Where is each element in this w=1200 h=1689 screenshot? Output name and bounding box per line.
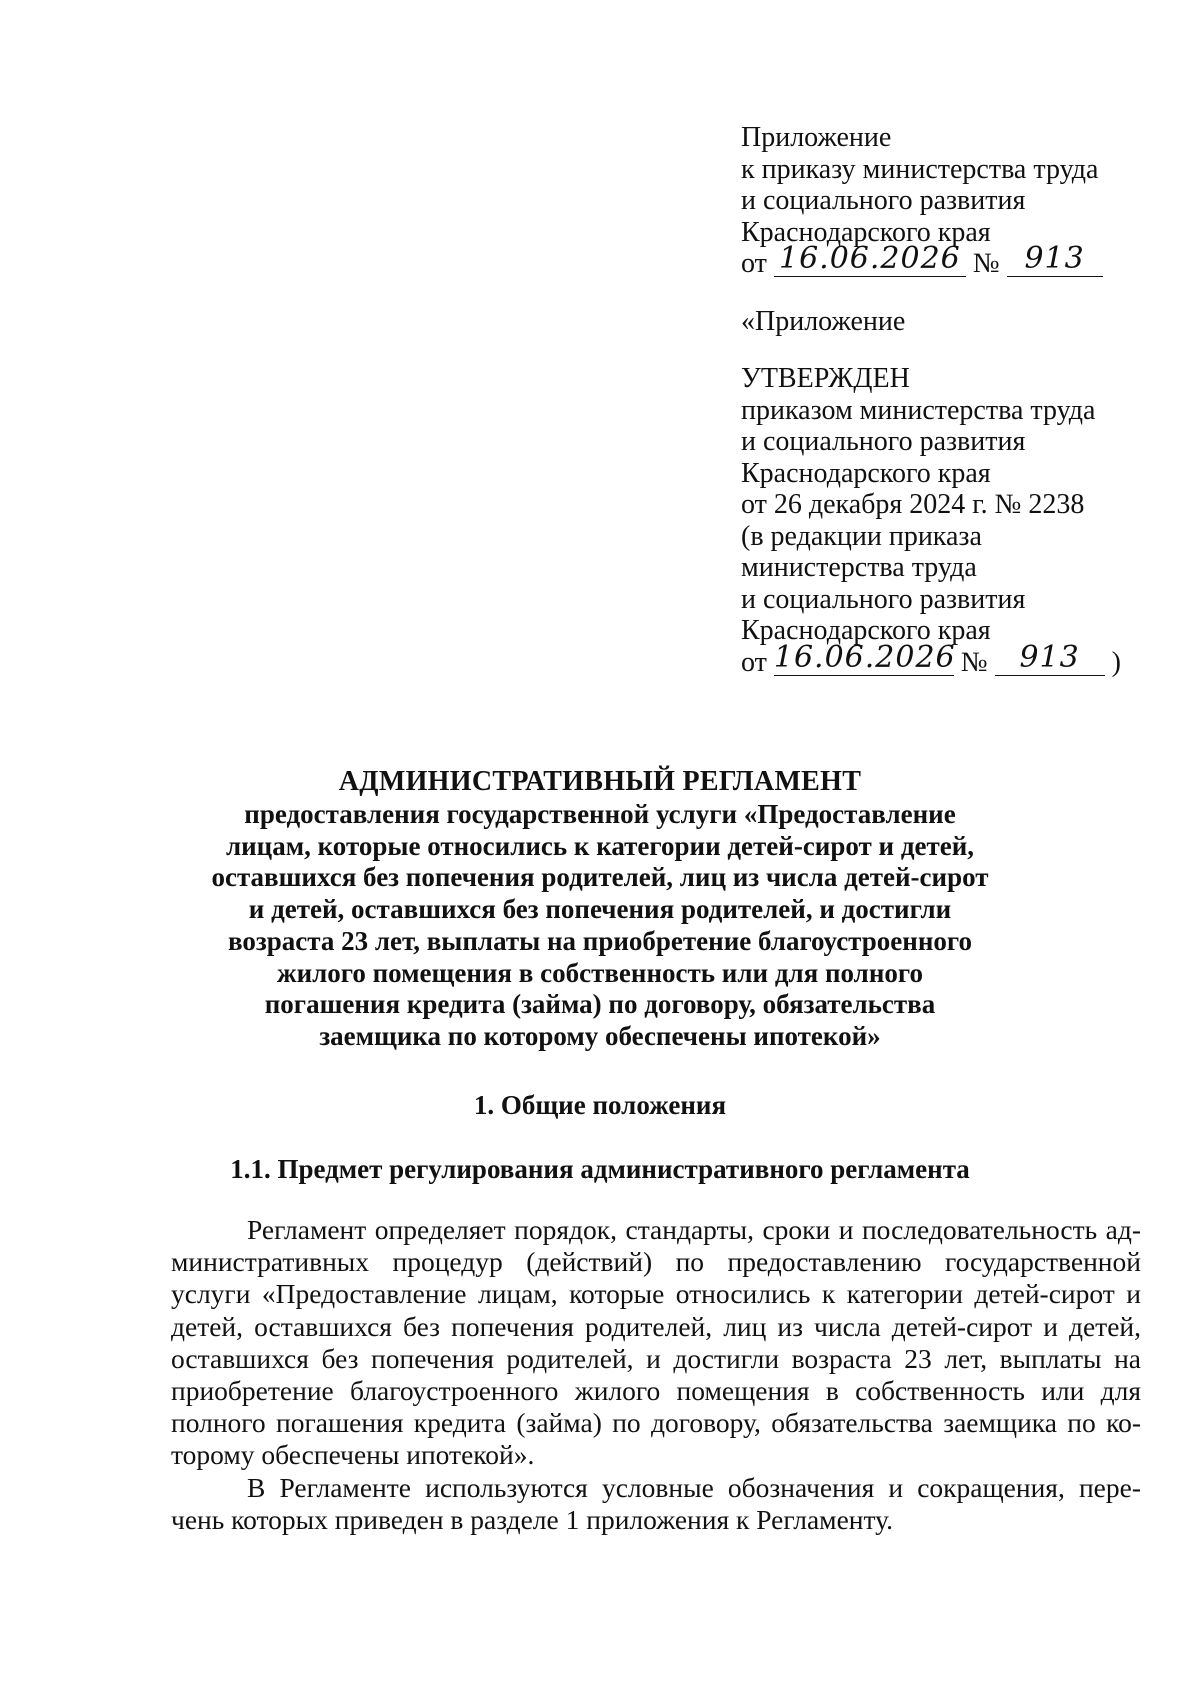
paragraph-line: Регламент определяет порядок, стандарты, сроки и последовательность ад-	[247, 1214, 1141, 1245]
number-blank	[1007, 241, 1103, 277]
approved-heading: УТВЕРЖДЕН	[741, 363, 910, 394]
section-heading-1: 1. Общие положения	[473, 1090, 727, 1120]
date-prefix: от	[741, 646, 767, 678]
annex-line: к приказу министерства труда	[741, 153, 1099, 185]
title-subtitle	[0, 799, 1200, 1053]
title-sub-line: заемщика по которому обеспечены ипотекой»	[319, 1020, 881, 1051]
approved-line: Краснодарского края	[741, 615, 991, 646]
quoted-annex-title: «Приложение	[741, 305, 906, 337]
closing-paren: )	[1111, 646, 1121, 678]
paragraph-line: В Регламенте используются условные обозначения и сокращения, пере-	[247, 1471, 1141, 1503]
paragraph-line: торому обеспечены ипотекой».	[171, 1439, 535, 1471]
body-text	[171, 1214, 1141, 1536]
title-sub-line: предоставления государственной услуги «Предоставление	[244, 799, 956, 829]
section-heading-1-1: 1.1. Предмет регулирования административного регламента	[230, 1154, 970, 1184]
paragraph-line: чень которых приведен в разделе 1 приложения к Регламенту.	[171, 1503, 894, 1535]
annex-line: Краснодарского края	[741, 216, 991, 248]
handwritten-number: 913	[1024, 241, 1085, 276]
title-main: АДМИНИСТРАТИВНЫЙ РЕГЛАМЕНТ	[338, 766, 862, 797]
paragraph-line: приобретение благоустроенного жилого помещения в собственность или для	[171, 1375, 1141, 1407]
date-blank	[773, 639, 956, 676]
number-blank	[995, 639, 1105, 676]
annex-date-line	[741, 241, 1161, 280]
handwritten-date: 16.06.2026	[773, 639, 956, 675]
title-sub-line: и детей, оставшихся без попечения родителей, и достигли	[248, 894, 952, 925]
regulation-title	[0, 765, 1200, 1053]
title-sub-line: возраста 23 лет, выплаты на приобретение благоустроенного	[228, 925, 972, 956]
paragraph-line: министративных процедур (действий) по предоставлению государственной	[171, 1246, 1141, 1278]
title-sub-line: оставшихся без попечения родителей, лиц из числа детей-сирот	[211, 862, 989, 893]
number-sign: №	[960, 646, 988, 678]
approved-line: от 26 декабря 2024 г. № 2238	[741, 489, 1085, 520]
title-sub-line: лицам, которые относились к категории детей-сирот и детей,	[225, 830, 975, 861]
approved-line: и социального развития	[741, 426, 1026, 457]
approved-line: (в редакции приказа	[741, 520, 982, 552]
approved-date-line	[741, 639, 1161, 679]
handwritten-date: 16.06.2026	[778, 241, 961, 276]
title-sub-line: жилого помещения в собственность или для полного	[277, 957, 923, 988]
number-sign: №	[972, 248, 1000, 279]
handwritten-number: 913	[1019, 639, 1080, 675]
approved-line: приказом министерства труда	[741, 394, 1096, 426]
approved-line: министерства труда	[741, 552, 977, 583]
approved-line: Краснодарского края	[741, 457, 991, 489]
annex-header	[741, 122, 1161, 678]
title-sub-line: погашения кредита (займа) по договору, обязательства	[264, 989, 936, 1020]
paragraph-line: оставшихся без попечения родителей, и достигли возраста 23 лет, выплаты на	[171, 1342, 1141, 1374]
approved-line: и социального развития	[741, 583, 1026, 615]
date-blank	[774, 241, 966, 277]
paragraph-line: полного погашения кредита (займа) по договору, обязательства заемщика по ко-	[171, 1407, 1141, 1439]
annex-line: и социального развития	[741, 185, 1026, 216]
date-prefix: от	[741, 248, 767, 279]
paragraph-line: услуги «Предоставление лицам, которые относились к категории детей-сирот и	[171, 1278, 1141, 1310]
paragraph-line: детей, оставшихся без попечения родителей, лиц из числа детей-сирот и детей,	[171, 1310, 1141, 1342]
annex-title: Приложение	[741, 122, 892, 153]
